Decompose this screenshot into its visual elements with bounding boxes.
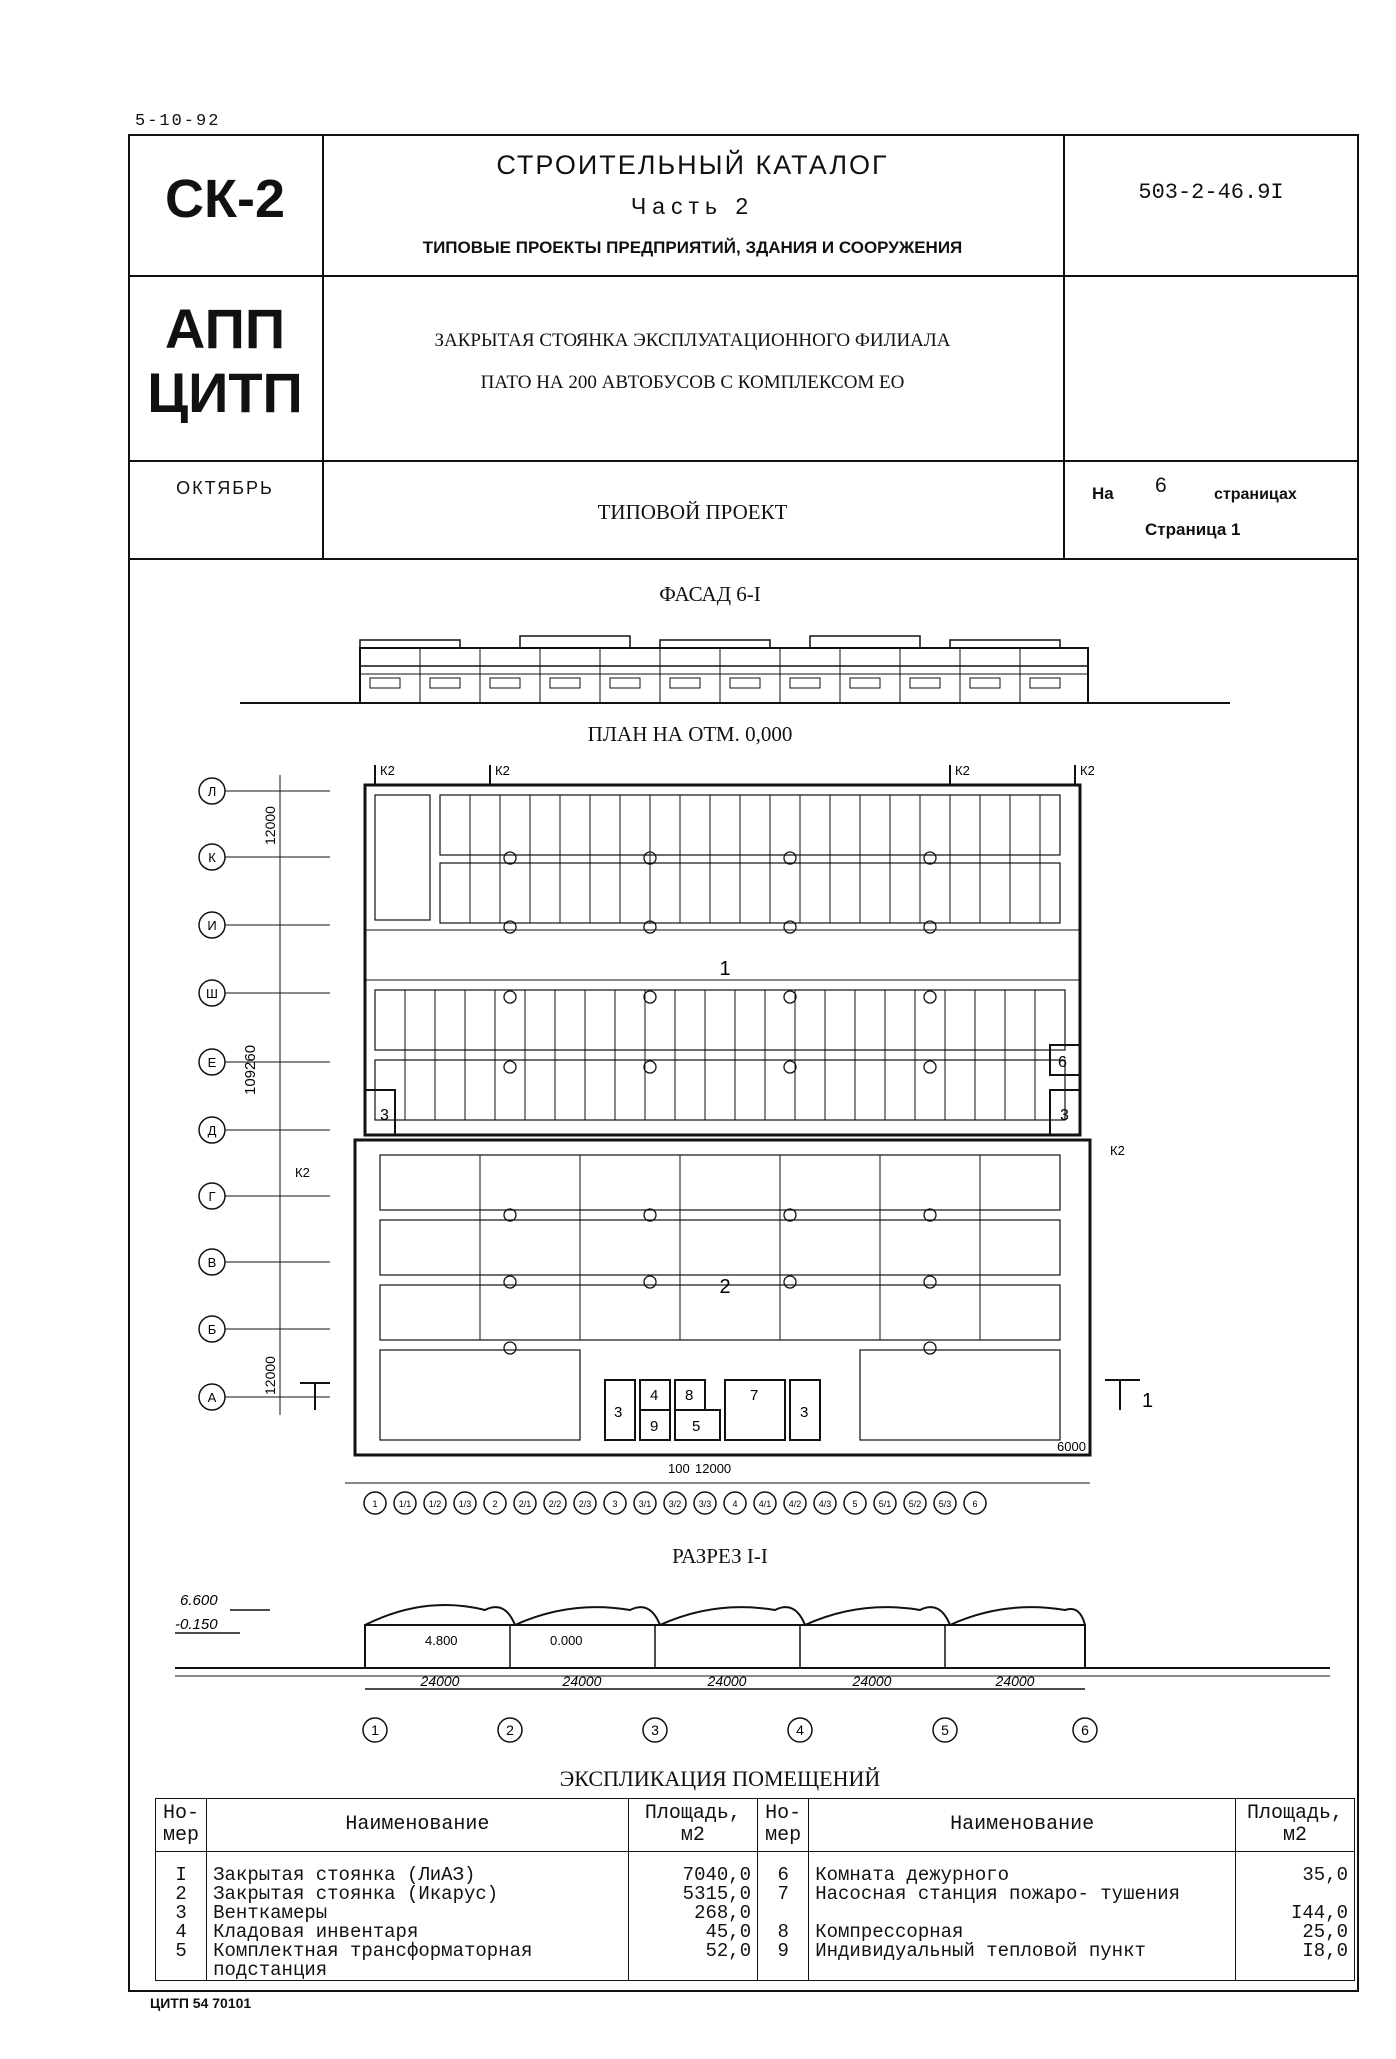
room-label-3-right: 3 bbox=[1060, 1107, 1069, 1124]
row-num: 5 bbox=[175, 1940, 187, 1962]
document-date: 5-10-92 bbox=[135, 112, 221, 131]
header-bottom bbox=[128, 558, 1359, 560]
explication-title: ЭКСПЛИКАЦИЯ ПОМЕЩЕНИЙ bbox=[559, 1766, 881, 1791]
row-num: 8 bbox=[777, 1921, 789, 1943]
table-header-row bbox=[156, 1799, 1355, 1852]
inner-room-9: 9 bbox=[650, 1418, 659, 1435]
month-label: ОКТЯБРЬ bbox=[176, 478, 274, 498]
header-row-divider-2 bbox=[128, 460, 1359, 462]
col-header-num: Но- мер bbox=[758, 1799, 809, 1852]
row-name: Комплектная трансформаторная подстанция bbox=[213, 1940, 533, 1981]
col-axis-label: 5/3 bbox=[938, 1499, 952, 1509]
row-axis-label: Б bbox=[207, 1322, 217, 1337]
col-axis-label: 3/3 bbox=[698, 1499, 712, 1509]
section-title: РАЗРЕЗ I-I bbox=[672, 1544, 768, 1568]
row-name: Комната дежурного bbox=[815, 1864, 1010, 1886]
section-axis-label: 1 bbox=[371, 1722, 379, 1738]
project-name-line-2: ПАТО НА 200 АВТОБУСОВ С КОМПЛЕКСОМ ЕО bbox=[480, 372, 905, 393]
catalog-subtitle: ТИПОВЫЕ ПРОЕКТЫ ПРЕДПРИЯТИЙ, ЗДАНИЯ И СООРУЖЕНИЯ bbox=[422, 238, 963, 257]
span-dimension: 24000 bbox=[995, 1673, 1035, 1689]
row-name: Закрытая стоянка (ЛиАЗ) bbox=[213, 1864, 476, 1886]
row-name: Закрытая стоянка (Икарус) bbox=[213, 1883, 499, 1905]
col-axis-label: 3/1 bbox=[638, 1499, 652, 1509]
row-axis-label: К bbox=[208, 850, 216, 865]
project-code: 503-2-46.9I bbox=[1138, 180, 1284, 205]
ck-label: СК-2 bbox=[165, 169, 285, 229]
row-name: Компрессорная bbox=[815, 1921, 964, 1943]
row-area: 7040,0 bbox=[682, 1864, 752, 1886]
row-area: 45,0 bbox=[705, 1921, 752, 1943]
col-axis-label: 4/1 bbox=[758, 1499, 772, 1509]
col-axis-label: 1/1 bbox=[398, 1499, 412, 1509]
level-floor: 0.000 bbox=[550, 1633, 583, 1648]
room-label-6: 6 bbox=[1058, 1054, 1067, 1071]
org-line-1: АПП bbox=[164, 297, 286, 360]
row-num: 7 bbox=[777, 1883, 789, 1905]
col-header-name: Наименование bbox=[809, 1799, 1236, 1852]
dim-12000-bottom: 12000 bbox=[262, 1356, 278, 1395]
section-drawing bbox=[170, 1585, 1340, 1755]
project-type: ТИПОВОЙ ПРОЕКТ bbox=[597, 500, 788, 524]
inner-room-3b: 3 bbox=[800, 1404, 809, 1421]
row-name: Индивидуальный тепловой пункт bbox=[815, 1940, 1146, 1962]
dim-12000-top: 12000 bbox=[262, 806, 278, 845]
cut-mark-5: К2 bbox=[1110, 1143, 1125, 1158]
row-axis-label: Л bbox=[207, 784, 217, 799]
row-axis-label: Д bbox=[207, 1123, 217, 1138]
cut-mark-1: К2 bbox=[380, 763, 395, 778]
section-mark: 1 bbox=[1142, 1390, 1154, 1412]
project-name-line-1: ЗАКРЫТАЯ СТОЯНКА ЭКСПЛУАТАЦИОННОГО ФИЛИАЛА bbox=[434, 330, 951, 351]
facade-title: ФАСАД 6-I bbox=[659, 582, 761, 606]
col-axis-label: 5/2 bbox=[908, 1499, 922, 1509]
inner-room-4: 4 bbox=[650, 1387, 659, 1404]
col-axis-label: 1/2 bbox=[428, 1499, 442, 1509]
row-area: I44,0 bbox=[1290, 1902, 1348, 1924]
col-axis-label: 1 bbox=[372, 1499, 378, 1509]
pages-prefix: На bbox=[1092, 484, 1114, 503]
inner-room-3a: 3 bbox=[614, 1404, 623, 1421]
dim-total: 109260 bbox=[242, 1044, 259, 1095]
cut-mark-6: К2 bbox=[295, 1165, 310, 1180]
frame-right bbox=[1357, 134, 1359, 1992]
span-dimension: 24000 bbox=[707, 1673, 747, 1689]
header-row-divider-1 bbox=[128, 275, 1359, 277]
col-axis-label: 5 bbox=[852, 1499, 858, 1509]
row-area: 52,0 bbox=[705, 1940, 752, 1962]
row-num: 3 bbox=[175, 1902, 187, 1924]
col-axis-label: 4 bbox=[732, 1499, 738, 1509]
col-axis-label: 6 bbox=[972, 1499, 978, 1509]
cut-mark-4: К2 bbox=[1080, 763, 1095, 778]
row-axis-label: И bbox=[207, 918, 217, 933]
col-header-area: Площадь, м2 bbox=[628, 1799, 757, 1852]
span-dimension: 24000 bbox=[562, 1673, 602, 1689]
row-axis-label: А bbox=[207, 1390, 217, 1405]
row-num: 9 bbox=[777, 1940, 789, 1962]
room-label-3-left: 3 bbox=[380, 1107, 389, 1124]
row-axis-label: Ш bbox=[206, 986, 218, 1001]
col-axis-label: 5/1 bbox=[878, 1499, 892, 1509]
level-ground: -0.150 bbox=[175, 1616, 218, 1633]
frame-bottom bbox=[128, 1990, 1359, 1992]
col-axis-label: 2/3 bbox=[578, 1499, 592, 1509]
dim-100: 100 bbox=[668, 1461, 690, 1476]
inner-room-5: 5 bbox=[692, 1418, 701, 1435]
row-axis-label: Г bbox=[208, 1189, 216, 1204]
catalog-part: Часть 2 bbox=[630, 193, 755, 219]
col-axis-label: 4/3 bbox=[818, 1499, 832, 1509]
dim-12000-small: 12000 bbox=[695, 1461, 732, 1476]
row-area: 5315,0 bbox=[682, 1883, 752, 1905]
col-axis-label: 2/1 bbox=[518, 1499, 532, 1509]
row-num: I bbox=[175, 1864, 187, 1886]
row-name: Венткамеры bbox=[213, 1902, 328, 1924]
page-number: Страница 1 bbox=[1145, 520, 1241, 539]
span-dimension: 24000 bbox=[420, 1673, 460, 1689]
row-axis-label: Е bbox=[207, 1055, 217, 1070]
row-name: Насосная станция пожаро- тушения bbox=[815, 1883, 1181, 1905]
facade-drawing bbox=[230, 630, 1260, 710]
row-area: 25,0 bbox=[1302, 1921, 1348, 1943]
explication-table bbox=[155, 1798, 1355, 1981]
pages-count: 6 bbox=[1155, 474, 1167, 497]
footer-stamp: ЦИТП 54 70101 bbox=[150, 1995, 252, 2011]
frame-top bbox=[128, 134, 1359, 136]
col-header-name: Наименование bbox=[207, 1799, 629, 1852]
col-axis-label: 2 bbox=[492, 1499, 498, 1509]
col-axis-label: 3/2 bbox=[668, 1499, 682, 1509]
row-area: 35,0 bbox=[1302, 1864, 1348, 1886]
row-name: Кладовая инвентаря bbox=[213, 1921, 419, 1943]
pages-suffix: страницах bbox=[1214, 486, 1297, 503]
room-label-2: 2 bbox=[719, 1276, 731, 1298]
row-num: 2 bbox=[175, 1883, 187, 1905]
dim-6000: 6000 bbox=[1057, 1439, 1086, 1454]
row-num: 6 bbox=[777, 1864, 789, 1886]
level-top: 6.600 bbox=[180, 1592, 218, 1609]
section-axis-label: 3 bbox=[651, 1722, 659, 1738]
section-axis-label: 2 bbox=[506, 1722, 514, 1738]
table-body-row bbox=[156, 1852, 1355, 1981]
section-axis-label: 6 bbox=[1081, 1722, 1089, 1738]
org-line-2: ЦИТП bbox=[147, 361, 303, 424]
span-dimension: 24000 bbox=[852, 1673, 892, 1689]
row-axis-label: В bbox=[207, 1255, 217, 1270]
col-header-area: Площадь, м2 bbox=[1236, 1799, 1355, 1852]
col-axis-label: 1/3 bbox=[458, 1499, 472, 1509]
section-axis-label: 4 bbox=[796, 1722, 804, 1738]
col-header-num: Но- мер bbox=[156, 1799, 207, 1852]
row-num: 4 bbox=[175, 1921, 187, 1943]
floor-plan-drawing bbox=[180, 745, 1180, 1515]
col-axis-label: 2/2 bbox=[548, 1499, 562, 1509]
col-axis-label: 3 bbox=[612, 1499, 618, 1509]
row-area: I8,0 bbox=[1302, 1940, 1348, 1962]
cut-mark-2: К2 bbox=[495, 763, 510, 778]
cut-mark-3: К2 bbox=[955, 763, 970, 778]
inner-room-7: 7 bbox=[750, 1387, 759, 1404]
col-axis-label: 4/2 bbox=[788, 1499, 802, 1509]
section-axis-label: 5 bbox=[941, 1722, 949, 1738]
inner-room-8: 8 bbox=[685, 1387, 694, 1404]
plan-title: ПЛАН НА ОТМ. 0,000 bbox=[587, 722, 793, 746]
row-area: 268,0 bbox=[694, 1902, 752, 1924]
room-label-1: 1 bbox=[719, 958, 731, 980]
catalog-title: СТРОИТЕЛЬНЫЙ КАТАЛОГ bbox=[496, 150, 889, 180]
level-inner-height: 4.800 bbox=[425, 1633, 458, 1648]
